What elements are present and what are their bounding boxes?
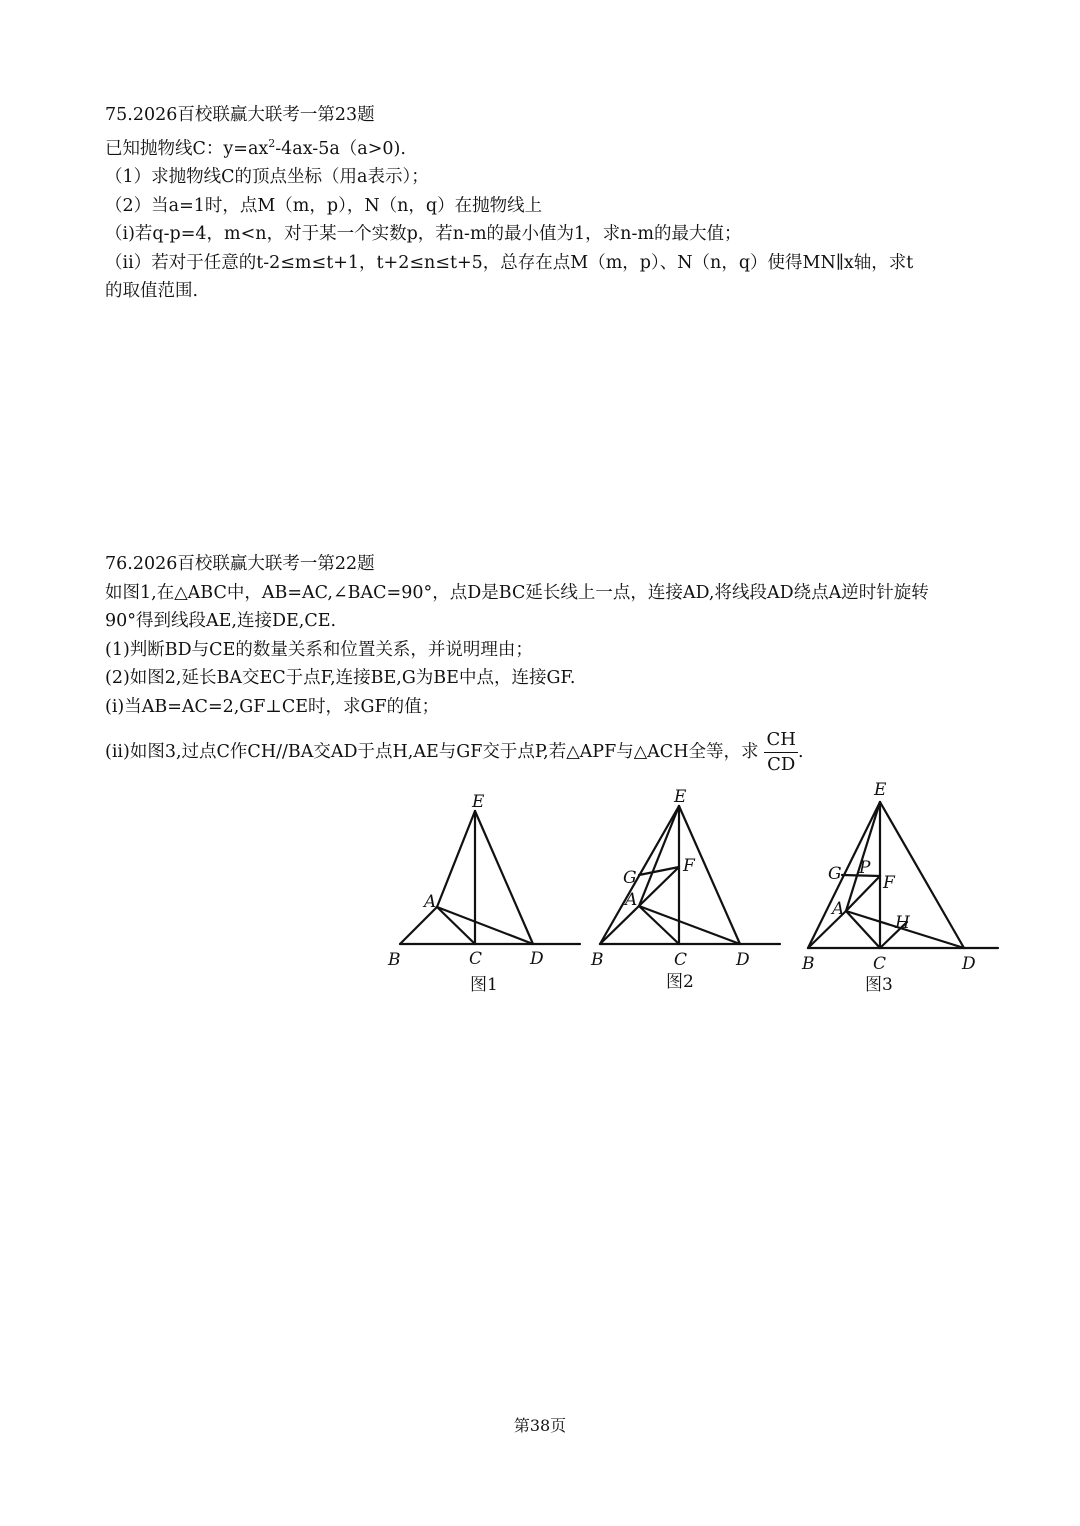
q75-part2-ii-a: （ii）若对于任意的t-2≤m≤t+1，t+2≤n≤t+5，总存在点M（m，p）、N（n，q）使得MN∥x轴，求t	[105, 252, 914, 273]
fig3-label-d: D	[962, 954, 976, 974]
fig3-caption: 图3	[865, 975, 893, 995]
fig2-caption: 图2	[666, 972, 694, 992]
fig1-label-b: B	[388, 950, 401, 970]
fraction-denominator: CD	[767, 753, 796, 775]
fig3-label-b: B	[802, 954, 815, 974]
fig2-label-e: E	[674, 787, 687, 807]
question-76	[105, 550, 985, 777]
fraction-numerator: CH	[764, 728, 797, 753]
q75-stem-pre: 已知抛物线C：y=ax	[105, 138, 269, 159]
question-75	[105, 101, 985, 306]
fig3-label-g: G	[828, 864, 842, 884]
q76-part2-ii	[105, 728, 985, 777]
fig1-label-e: E	[472, 792, 485, 812]
q75-part1: （1）求抛物线C的顶点坐标（用a表示）；	[105, 167, 429, 188]
fig3-label-f: F	[883, 873, 895, 893]
fig2-label-f: F	[683, 856, 695, 876]
q76-part2-ii-text: (ii)如图3,过点C作CH//BA交AD于点H,AE与GF交于点P,若△APF与△ACH全等，求	[105, 741, 759, 762]
q76-title: 76.2026百校联赢大联考一第22题	[105, 554, 375, 574]
geometry-figures	[380, 780, 1020, 1010]
q75-part2-i: （i)若q-p=4，m<n，对于某一个实数p，若n-m的最小值为1，求n-m的最大值；	[105, 224, 742, 245]
fig2-label-c: C	[674, 950, 688, 970]
fig3-label-c: C	[873, 954, 887, 974]
fig2-label-a: A	[625, 890, 638, 910]
fig1-caption: 图1	[470, 975, 498, 995]
fig3-label-a: A	[832, 899, 845, 919]
fig3-label-e: E	[874, 780, 887, 800]
q75-stem-sup: 2	[268, 136, 276, 150]
q75-part2-ii-b: 的取值范围.	[105, 281, 199, 302]
q76-part1: (1)判断BD与CE的数量关系和位置关系，并说明理由；	[105, 639, 533, 660]
q76-stem-b: 90°得到线段AE,连接DE,CE.	[105, 611, 337, 632]
q75-stem-post: -4ax-5a（a>0).	[275, 138, 406, 159]
fig3-label-p: P	[859, 858, 871, 878]
fig2-label-b: B	[591, 950, 604, 970]
fig1-label-c: C	[469, 949, 483, 969]
fig2-label-d: D	[736, 950, 750, 970]
ratio-fraction	[764, 728, 797, 777]
q75-title: 75.2026百校联赢大联考一第23题	[105, 105, 375, 125]
q76-part2-i: (i)当AB=AC=2,GF⊥CE时，求GF的值；	[105, 696, 440, 717]
fig1-label-a: A	[424, 892, 437, 912]
q76-part2: (2)如图2,延长BA交EC于点F,连接BE,G为BE中点，连接GF.	[105, 668, 576, 689]
q75-part2: （2）当a=1时，点M（m，p），N（n，q）在抛物线上	[105, 195, 543, 216]
q75-stem	[105, 130, 985, 163]
page-number: 第38页	[513, 1416, 567, 1435]
q76-stem-a: 如图1,在△ABC中，AB=AC,∠BAC=90°，点D是BC延长线上一点，连接AD,将线段AD绕点A逆时针旋转	[105, 582, 929, 603]
fig2-label-g: G	[623, 868, 637, 888]
fraction-period: .	[797, 741, 804, 762]
fig3-label-h: H	[895, 913, 910, 933]
fig1-label-d: D	[530, 949, 544, 969]
figure-1-lines	[400, 811, 580, 944]
